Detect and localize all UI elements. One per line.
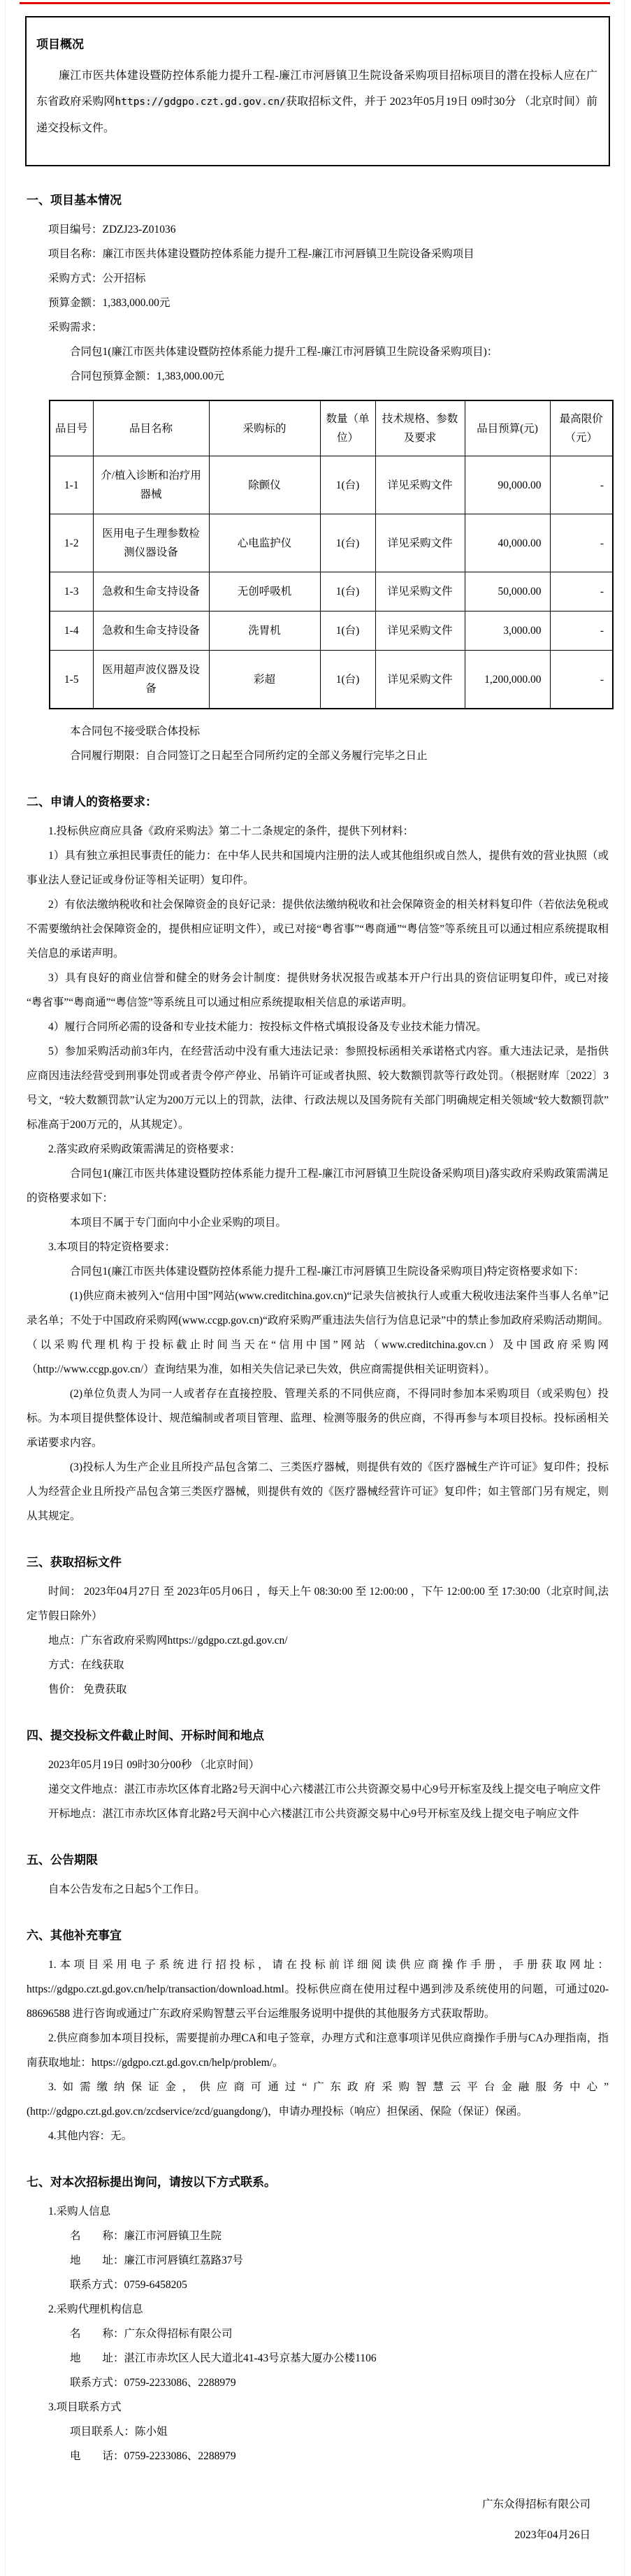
project-name-line: 项目名称：廉江市医共体建设暨防控体系能力提升工程-廉江市河唇镇卫生院设备采购项目 [48, 248, 474, 260]
project-contact-title: 3.项目联系方式 [48, 2401, 122, 2413]
cell-specs: 详见采购文件 [375, 651, 465, 709]
cell-subject: 心电监护仪 [209, 514, 320, 572]
qualification-para: (2)单位负责人为同一人或者存在直接控股、管理关系的不同供应商，不得同时参加本采购项目（或采购包）投标。为本项目提供整体设计、规范编制或者项目管理、监理、检测等服务的供应商，不得再参与本项目投标。投标函相关承诺要求内容。 [27, 1388, 609, 1449]
cell-subject: 彩超 [209, 651, 320, 709]
col-header-item-name: 品目名称 [93, 400, 209, 456]
section4-heading: 四、提交投标文件截止时间、开标时间和地点 [27, 1729, 264, 1742]
cell-item-name: 医用超声波仪器及设备 [93, 651, 209, 709]
cell-quantity: 1(台) [320, 612, 375, 651]
project-overview-box [25, 16, 610, 166]
section6-heading: 六、其他补充事宜 [27, 1929, 122, 1942]
section3-heading: 三、获取招标文件 [27, 1556, 122, 1569]
cell-item-budget: 50,000.00 [465, 572, 550, 612]
section1-heading: 一、项目基本情况 [27, 194, 122, 207]
cell-price-cap: - [550, 572, 613, 612]
table-row [50, 651, 613, 709]
cell-specs: 详见采购文件 [375, 572, 465, 612]
section7-heading: 七、对本次招标提出询问，请按以下方式联系。 [27, 2176, 276, 2189]
table-header-row [50, 400, 613, 456]
cell-specs: 详见采购文件 [375, 612, 465, 651]
top-red-divider [20, 2, 610, 4]
footer-company: 广东众得招标有限公司 [481, 2498, 590, 2510]
cell-item-no: 1-1 [50, 456, 93, 514]
cell-item-name: 急救和生命支持设备 [93, 612, 209, 651]
cell-price-cap: - [550, 456, 613, 514]
agency-name-line: 名 称：广东众得招标有限公司 [70, 2328, 233, 2340]
cell-price-cap: - [550, 514, 613, 572]
cell-item-no: 1-4 [50, 612, 93, 651]
purchaser-name-line: 名 称：廉江市河唇镇卫生院 [70, 2230, 222, 2242]
procurement-method-line: 采购方式：公开招标 [48, 273, 146, 284]
qualification-para: 4）履行合同所必需的设备和专业技术能力：按投标文件格式填报设备及专业技术能力情况。 [48, 1021, 487, 1033]
budget-amount-line: 预算金额：1,383,000.00元 [48, 297, 171, 309]
agency-info-title: 2.采购代理机构信息 [48, 2303, 143, 2315]
qualification-para: 5）参加采购活动前3年内，在经营活动中没有重大违法记录：参照投标函相关承诺格式内容。重大违法记录，是指供应商因违法经营受到刑事处罚或者责令停产停业、吊销许可证或者执照、较大数额罚款等行政处罚。（根据财库〔2022〕3号文，“较大数额罚款”认定为200万元以上的罚款，法律、行政法规以及国务院有关部门明确规定相关领域“较大数额罚款”标准高于200万元的，从其规定）。 [27, 1045, 609, 1131]
cell-price-cap: - [550, 651, 613, 709]
overview-text-before-url: 廉江市医共体建设暨防控体系能力提升工程-廉江市河唇镇卫生院设备采购项目招标项目的潜在投标人应在广东省政府采购网 [36, 70, 597, 108]
qualification-para: 2.落实政府采购政策需满足的资格要求： [48, 1143, 241, 1155]
no-consortium-note: 本合同包不接受联合体投标 [70, 725, 201, 737]
cell-item-no: 1-3 [50, 572, 93, 612]
overview-title: 项目概况 [36, 38, 84, 51]
cell-quantity: 1(台) [320, 456, 375, 514]
section5-heading: 五、公告期限 [27, 1853, 98, 1867]
cell-quantity: 1(台) [320, 651, 375, 709]
qualification-para: 1）具有独立承担民事责任的能力：在中华人民共和国境内注册的法人或其他组织或自然人，提供有效的营业执照（或事业法人登记证或身份证等相关证明）复印件。 [27, 850, 609, 886]
project-contact-person-line: 项目联系人：陈小姐 [70, 2426, 168, 2438]
purchaser-info-title: 1.采购人信息 [48, 2206, 111, 2217]
procurement-site-url: https://gdgpo.czt.gd.gov.cn/ [115, 96, 286, 108]
procurement-demand-line: 采购需求： [48, 321, 103, 333]
cell-price-cap: - [550, 612, 613, 651]
qualification-para: 1.投标供应商应具备《政府采购法》第二十二条规定的条件，提供下列材料： [48, 825, 414, 837]
col-header-subject: 采购标的 [209, 400, 320, 456]
supplement-para: 3.如需缴纳保证金，供应商可通过“广东政府采购智慧云平台金融服务中心”(http://gdgpo.czt.gd.gov.cn/zcdservice/zcd/guangdong/)，申请办理投标（响应）担保函、保险（保证）保函。 [27, 2081, 609, 2118]
qualification-para: 合同包1(廉江市医共体建设暨防控体系能力提升工程-廉江市河唇镇卫生院设备采购项目)落实政府采购政策需满足的资格要求如下： [27, 1168, 609, 1204]
qualification-para: 3.本项目的特定资格要求： [48, 1241, 176, 1253]
doc-obtain-time-line: 时间： 2023年04月27日 至 2023年05月06日 ，每天上午 08:30:00 至 12:00:00 ，下午 12:00:00 至 17:30:00（北京时间,法定节假日除外） [27, 1586, 609, 1622]
qualification-para: 本项目不属于专门面向中小企业采购的项目。 [70, 1217, 287, 1229]
col-header-quantity: 数量（单位） [320, 400, 375, 456]
section2-heading: 二、申请人的资格要求： [27, 795, 157, 809]
qualification-para: 3）具有良好的商业信誉和健全的财务会计制度：提供财务状况报告或基本开户行出具的资信证明复印件，或已对接“粤省事”“粤商通”“粤信签”等系统且可以通过相应系统提取相关信息的承诺声明。 [27, 972, 609, 1008]
cell-item-name: 医用电子生理参数检测仪器设备 [93, 514, 209, 572]
col-header-price-cap: 最高限价（元） [550, 400, 613, 456]
purchaser-address-line: 地 址：廉江市河唇镇红荔路37号 [70, 2255, 244, 2266]
overview-text-after-url: 获取招标文件，并于 2023年05月19日 09时30分 （北京时间）前递交投标文件。 [36, 96, 597, 134]
contract-term-note: 合同履行期限：自合同签订之日起至合同所约定的全部义务履行完毕之日止 [70, 750, 428, 762]
cell-subject: 无创呼吸机 [209, 572, 320, 612]
procurement-items-table [49, 400, 614, 709]
supplement-para: 2.供应商参加本项目投标，需要提前办理CA和电子签章，办理方式和注意事项详见供应商操作手册与CA办理指南，指南获取地址：https://gdgpo.czt.gd.gov.cn/help/problem/。 [27, 2032, 609, 2069]
cell-item-name: 急救和生命支持设备 [93, 572, 209, 612]
cell-item-name: 介/植入诊断和治疗用器械 [93, 456, 209, 514]
cell-subject: 洗胃机 [209, 612, 320, 651]
col-header-specs: 技术规格、参数及要求 [375, 400, 465, 456]
supplement-para: 1.本项目采用电子系统进行招投标，请在投标前详细阅读供应商操作手册，手册获取网址：https://gdgpo.czt.gd.gov.cn/help/transaction/download.html。投标供应商在使用过程中遇到涉及系统使用的问题，可通过020-88696588 进行咨询或通过广东政府采购智慧云平台运维服务说明中提供的其他服务方式获取帮助。 [27, 1959, 609, 2020]
col-header-item-no: 品目号 [50, 400, 93, 456]
cell-item-budget: 1,200,000.00 [465, 651, 550, 709]
table-row [50, 514, 613, 572]
purchaser-contact-line: 联系方式：0759-6458205 [70, 2279, 187, 2291]
agency-address-line: 地 址：湛江市赤坎区人民大道北41-43号京基大厦办公楼1106 [70, 2352, 377, 2364]
qualification-para: 2）有依法缴纳税收和社会保障资金的良好记录：提供依法缴纳税收和社会保障资金的相关材料复印件（若依法免税或不需要缴纳社会保障资金的，提供相应证明文件），或已对接“粤省事”“粤商通”“粤信签”等系统且可以通过相应系统提取相关信息的承诺声明。 [27, 899, 609, 960]
doc-obtain-place-line: 地点：广东省政府采购网https://gdgpo.czt.gd.gov.cn/ [48, 1635, 288, 1647]
table-row [50, 612, 613, 651]
cell-item-budget: 40,000.00 [465, 514, 550, 572]
agency-contact-line: 联系方式：0759-2233086、2288979 [70, 2377, 236, 2389]
doc-obtain-price-line: 售价： 免费获取 [48, 1684, 127, 1695]
cell-specs: 详见采购文件 [375, 514, 465, 572]
supplement-para: 4.其他内容：无。 [48, 2130, 133, 2142]
cell-item-budget: 3,000.00 [465, 612, 550, 651]
cell-item-no: 1-2 [50, 514, 93, 572]
opening-place-line: 开标地点：湛江市赤坎区体育北路2号天润中心六楼湛江市公共资源交易中心9号开标室及线上提交电子响应文件 [48, 1808, 579, 1820]
contract-package-line: 合同包1(廉江市医共体建设暨防控体系能力提升工程-廉江市河唇镇卫生院设备采购项目)： [70, 346, 498, 358]
cell-specs: 详见采购文件 [375, 456, 465, 514]
qualification-para: (3)投标人为生产企业且所投产品包含第二、三类医疗器械，则提供有效的《医疗器械生产许可证》复印件；投标人为经营企业且所投产品包含第三类医疗器械，则提供有效的《医疗器械经营许可证》复印件；如主管部门另有规定，则从其规定。 [27, 1461, 609, 1522]
contract-package-budget-line: 合同包预算金额：1,383,000.00元 [70, 370, 224, 382]
footer-date: 2023年04月26日 [514, 2529, 590, 2541]
cell-subject: 除颤仪 [209, 456, 320, 514]
doc-obtain-method-line: 方式：在线获取 [48, 1659, 124, 1671]
cell-quantity: 1(台) [320, 572, 375, 612]
cell-item-budget: 90,000.00 [465, 456, 550, 514]
cell-quantity: 1(台) [320, 514, 375, 572]
table-row [50, 572, 613, 612]
deadline-line: 2023年05月19日 09时30分00秒 （北京时间） [48, 1759, 260, 1771]
cell-item-no: 1-5 [50, 651, 93, 709]
qualification-para: 合同包1(廉江市医共体建设暨防控体系能力提升工程-廉江市河唇镇卫生院设备采购项目)特定资格要求如下： [70, 1266, 585, 1278]
project-contact-phone-line: 电 话：0759-2233086、2288979 [70, 2450, 236, 2462]
signature-block [23, 2489, 590, 2551]
project-number-line: 项目编号：ZDZJ23-Z01036 [48, 224, 176, 236]
qualification-para: (1)供应商未被列入“信用中国”网站(www.creditchina.gov.cn)“记录失信被执行人或重大税收违法案件当事人名单”记录名单；不处于中国政府采购网(www.ccgp.gov.cn)“政府采购严重违法失信行为信息记录”中的禁止参加政府采购活动期间。（以采购代理机构于投标截止时间当天在“信用中国”网站（www.creditchina.gov.cn）及中国政府采购网（http://www.ccgp.gov.cn/）查询结果为准，如相关失信记录已失效，供应商需提供相关证明资料）。 [27, 1290, 609, 1375]
table-row [50, 456, 613, 514]
submission-place-line: 递交文件地点：湛江市赤坎区体育北路2号天润中心六楼湛江市公共资源交易中心9号开标室及线上提交电子响应文件 [48, 1783, 601, 1795]
announcement-period-line: 自本公告发布之日起5个工作日。 [48, 1883, 205, 1895]
overview-paragraph [36, 63, 597, 141]
col-header-item-budget: 品目预算(元) [465, 400, 550, 456]
announcement-document [5, 0, 625, 2576]
